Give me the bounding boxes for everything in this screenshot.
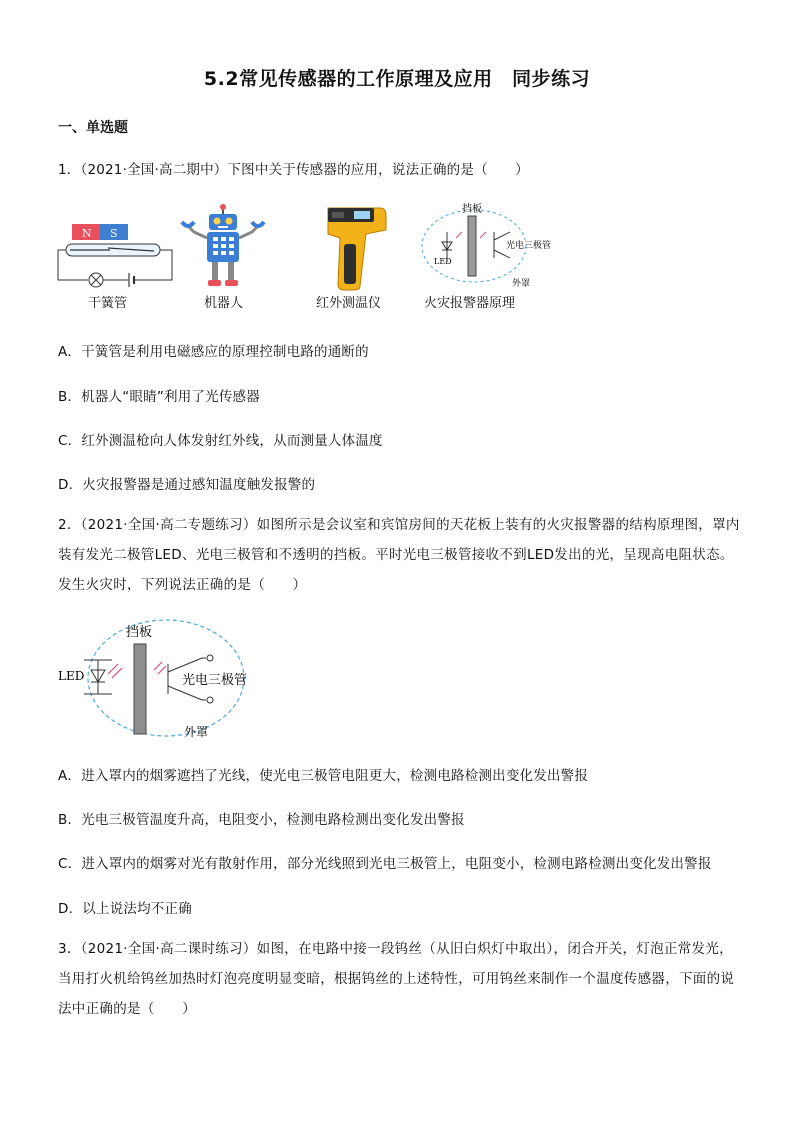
section-heading: 一、单选题 — [58, 120, 128, 136]
svg-text:挡板: 挡板 — [462, 204, 482, 215]
fire-alarm-diagram — [56, 616, 256, 742]
q1-option-b: B．机器人“眼睛”利用了光传感器 — [58, 389, 260, 405]
page-title: 5.2常见传感器的工作原理及应用 同步练习 — [203, 68, 591, 90]
q1-option-c: C．红外测温枪向人体发射红外线，从而测量人体温度 — [58, 433, 383, 449]
baffle-label: 挡板 — [126, 625, 153, 640]
magnet-s-label: S — [110, 227, 118, 240]
baffle-plate — [134, 644, 146, 734]
thermometer-caption: 红外测温仪 — [316, 296, 382, 311]
led-label: LED — [58, 669, 85, 683]
cover-label: 外罩 — [184, 725, 209, 739]
q1-option-a: A．干簧管是利用电磁感应的原理控制电路的通断的 — [58, 344, 369, 360]
q2-stem: 2．（2021·全国·高二专题练习）如图所示是会议室和宾馆房间的天花板上装有的火灾报警器的结构原理图，罩内装有发光二极管LED、光电三极管和不透明的挡板。平时光电三极管接收不到LED发出的光，呈现高电阻状态。发生火灾时，下列说法正确的是（ ） — [58, 517, 740, 593]
mini-alarm-diagram — [414, 202, 564, 288]
alarm-caption: 火灾报警器原理 — [424, 296, 516, 311]
q1-figure — [52, 200, 552, 312]
svg-text:LED: LED — [434, 257, 452, 266]
q2-option-a: A．进入罩内的烟雾遮挡了光线，使光电三极管电阻更大，检测电路检测出变化发出警报 — [58, 768, 589, 784]
svg-text:光电三极管: 光电三极管 — [506, 241, 552, 251]
q2-option-d: D．以上说法均不正确 — [58, 901, 192, 917]
reed-caption: 干簧管 — [88, 296, 128, 311]
q1-option-d: D．火灾报警器是通过感知温度触发报警的 — [58, 477, 316, 493]
reed-switch-diagram — [52, 218, 192, 298]
q1-stem: 1．（2021·全国·高二期中）下图中关于传感器的应用，说法正确的是（ ） — [58, 162, 529, 178]
transistor-label: 光电三极管 — [182, 673, 248, 688]
q3-stem: 3．（2021·全国·高二课时练习）如图，在电路中接一段钨丝（从旧白炽灯中取出），闭合开关，灯泡正常发光，当用打火机给钨丝加热时灯泡亮度明显变暗，根据钨丝的上述特性，可用钨丝来制作一个温度传感器，下面的说法中正确的是（ ） — [58, 941, 735, 1017]
robot-icon — [178, 204, 268, 296]
q2-option-c: C．进入罩内的烟雾对光有散射作用，部分光线照到光电三极管上，电阻变小，检测电路检测出变化发出警报 — [58, 856, 712, 872]
magnet-n-label: N — [82, 227, 92, 240]
svg-text:外罩: 外罩 — [512, 279, 531, 288]
robot-caption: 机器人 — [204, 296, 244, 311]
thermometer-icon — [320, 204, 392, 292]
q2-option-b: B．光电三极管温度升高，电阻变小，检测电路检测出变化发出警报 — [58, 812, 465, 828]
